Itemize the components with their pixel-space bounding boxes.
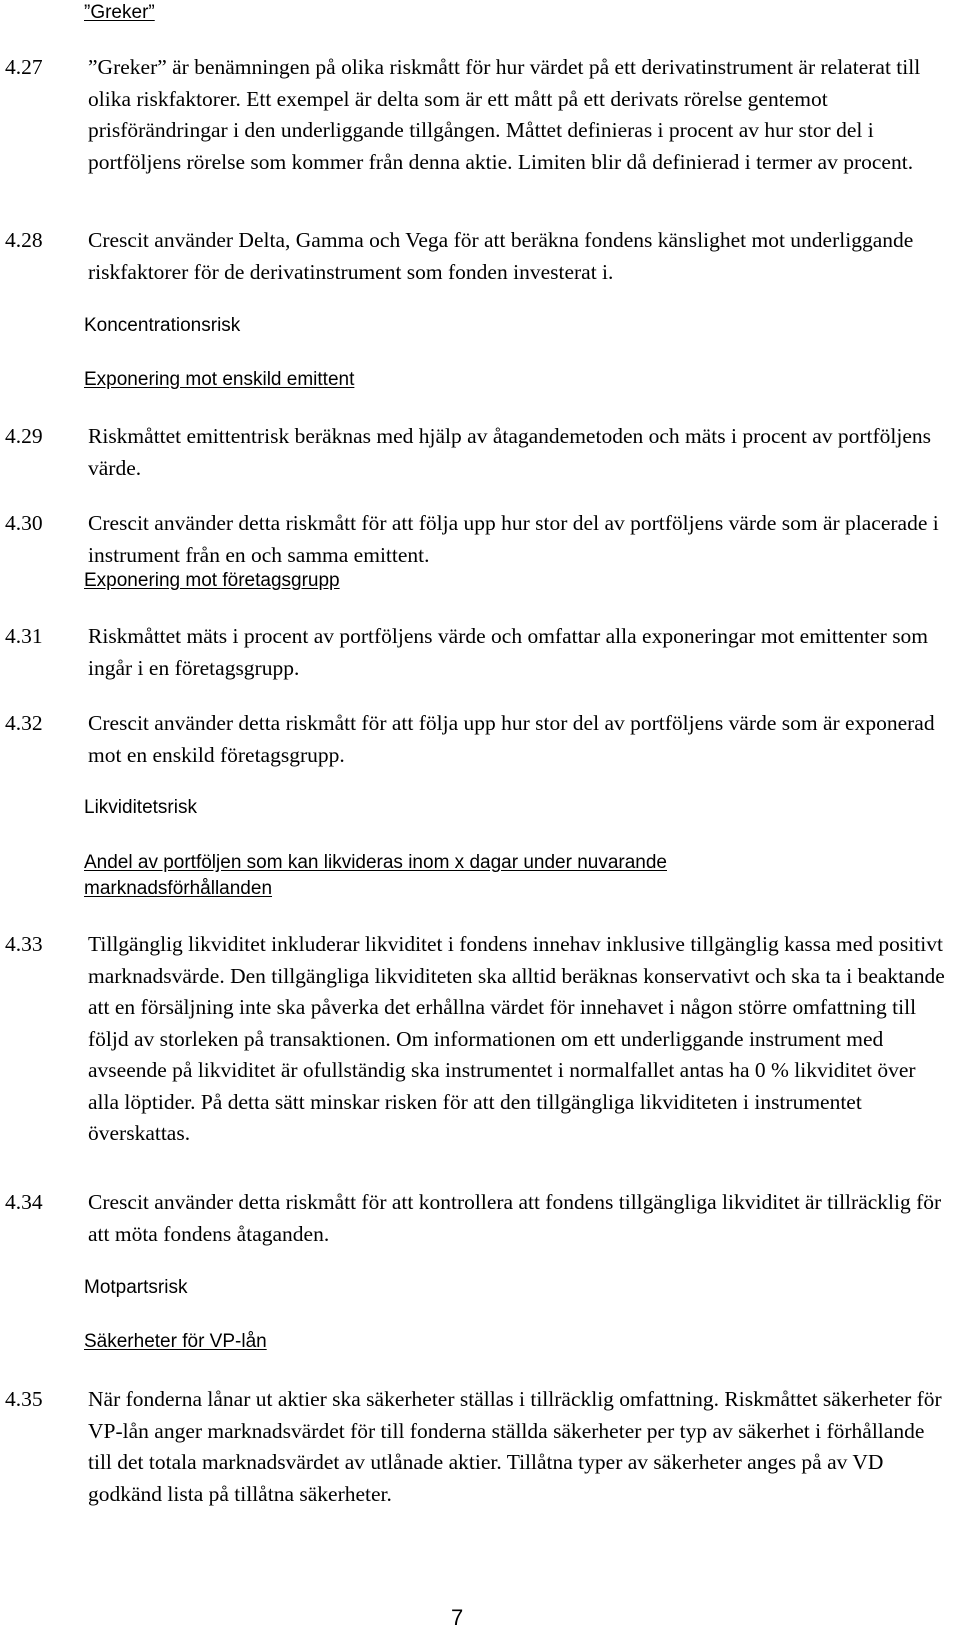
paragraph-number: 4.35: [5, 1387, 43, 1411]
paragraph-text: När fonderna lånar ut aktier ska säkerheter ställas i tillräcklig omfattning. Riskmåttet säkerheter för VP-lån anger marknadsvärdet för till fonderna ställda säkerheter per typ av säkerhet i förhållande till det totala marknadsvärdet av utlånade aktier. Tillåtna typer av säkerheter anges på av VD godkänd lista på tillåtna säkerheter.: [88, 1387, 942, 1506]
paragraph-number: 4.28: [5, 228, 43, 252]
paragraph-4-33: [0, 929, 960, 1154]
paragraph-number: 4.33: [5, 932, 43, 956]
paragraph-text: Riskmåttet mäts i procent av portföljens värde och omfattar alla exponeringar mot emittenter som ingår i en företagsgrupp.: [88, 624, 929, 680]
paragraph-4-34: [0, 1187, 960, 1251]
paragraph-text: Crescit använder detta riskmått för att kontrollera att fondens tillgängliga likviditet är tillräcklig för att möta fondens åtaganden.: [88, 1190, 942, 1246]
paragraph-text: Tillgänglig likviditet inkluderar likviditet i fondens innehav inklusive tillgänglig kassa med positivt marknadsvärde. Den tillgängliga likviditeten ska alltid beräknas konservativt och ska ta i beaktande att en försäljning inte ska påverka det erhållna värdet för innehavet i någon större omfattning till följd av storleken på transaktionen. Om informationen om ett underliggande instrument med avseende på likviditet är ofullständig ska instrumentet i normalfallet antas ha 0 % likviditet över alla löptider. På detta sätt minskar risken för att den tillgängliga likviditeten i instrumentet överskattas.: [88, 932, 945, 1145]
paragraph-number: 4.30: [5, 511, 43, 535]
paragraph-4-27: [0, 52, 960, 212]
paragraph-text: Crescit använder detta riskmått för att följa upp hur stor del av portföljens värde som är exponerad mot en enskild företagsgrupp.: [88, 711, 935, 767]
section-heading-likviditetsrisk: Likviditetsrisk: [84, 797, 197, 818]
section-heading-koncentrationsrisk: Koncentrationsrisk: [84, 315, 241, 336]
paragraph-4-31: [0, 621, 960, 685]
paragraph-number: 4.31: [5, 624, 43, 648]
paragraph-text: Crescit använder detta riskmått för att följa upp hur stor del av portföljens värde som är placerade i instrument från en och samma emittent.: [88, 511, 939, 567]
paragraph-4-35: [0, 1384, 960, 1544]
section-heading-motpartsrisk: Motpartsrisk: [84, 1277, 188, 1298]
paragraph-4-32: [0, 708, 960, 772]
paragraph-text: Riskmåttet emittentrisk beräknas med hjälp av åtagandemetoden och mäts i procent av portföljens värde.: [88, 424, 932, 480]
subheading-exponering-foretagsgrupp: Exponering mot företagsgrupp: [84, 570, 340, 591]
subheading-exponering-enskild-emittent: Exponering mot enskild emittent: [84, 369, 355, 390]
paragraph-number: 4.27: [5, 55, 43, 79]
paragraph-text: ”Greker” är benämningen på olika riskmått för hur värdet på ett derivatinstrument är relaterat till olika riskfaktorer. Ett exempel är delta som är ett mått på ett derivats rörelse gentemot prisförändringar i den underliggande tillgången. Måttet definieras i procent av hur stor del i portföljens rörelse som kommer från denna aktie. Limiten blir då definierad i termer av procent.: [88, 55, 921, 174]
subheading-sakerheter-vp-lan: Säkerheter för VP-lån: [84, 1331, 267, 1352]
paragraph-number: 4.34: [5, 1190, 43, 1214]
heading-greker: ”Greker”: [84, 2, 155, 23]
subheading-andel-av-portfoljen: Andel av portföljen som kan likvideras inom x dagar under nuvarande marknadsförhållanden: [84, 852, 667, 899]
paragraph-4-28: [0, 225, 960, 289]
paragraph-4-29: [0, 421, 960, 485]
paragraph-text: Crescit använder Delta, Gamma och Vega för att beräkna fondens känslighet mot underliggande riskfaktorer för de derivatinstrument som fonden investerat i.: [88, 228, 914, 284]
paragraph-number: 4.32: [5, 711, 43, 735]
page-number: 7: [451, 1605, 464, 1630]
paragraph-4-30: [0, 508, 960, 572]
paragraph-number: 4.29: [5, 424, 43, 448]
